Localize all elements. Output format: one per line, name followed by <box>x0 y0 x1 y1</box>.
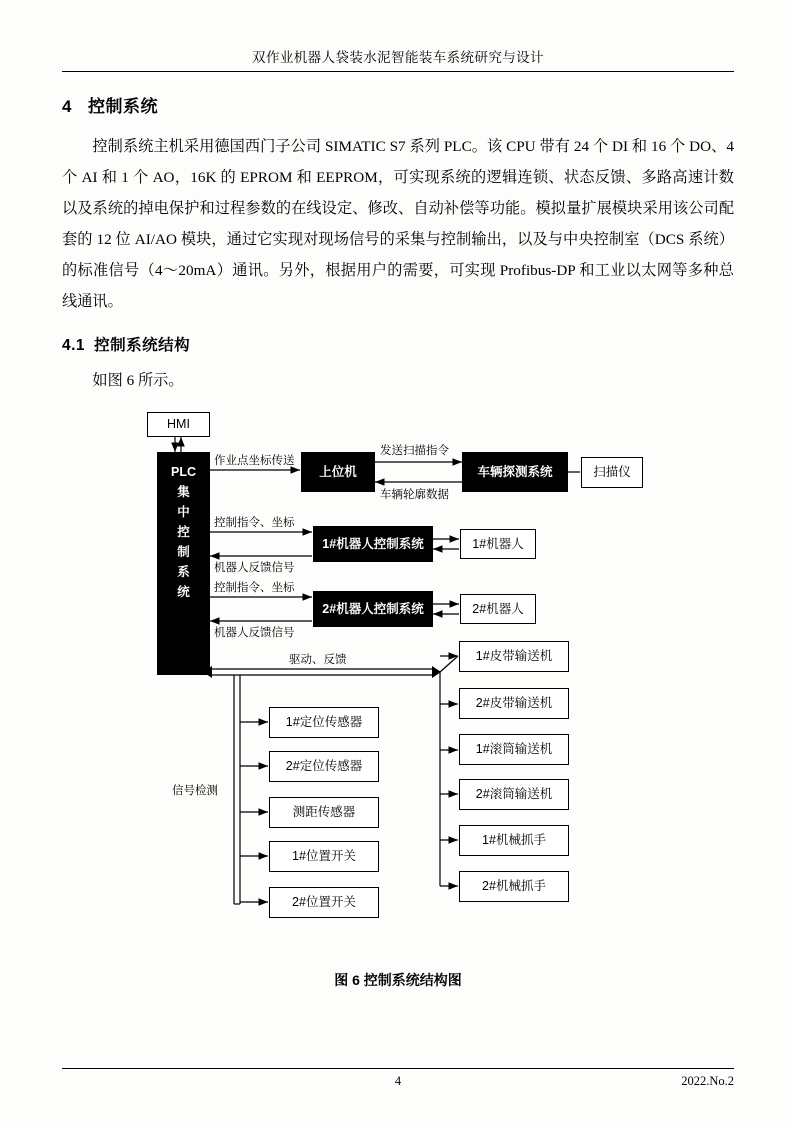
node-roller-conveyor-2 <box>459 779 569 810</box>
plc-line-1: 集 <box>177 485 190 499</box>
node-roller-conveyor-2-label: 2#滚筒输送机 <box>475 787 553 802</box>
edge-label-send-scan-command: 发送扫描指令 <box>380 445 449 457</box>
node-hmi-label: HMI <box>167 417 190 432</box>
edge-label-work-point: 作业点坐标传送 <box>214 455 295 467</box>
node-gripper-1 <box>459 825 569 856</box>
node-belt-conveyor-2-label: 2#皮带输送机 <box>475 696 553 711</box>
node-distance-sensor-label: 测距传感器 <box>292 805 356 820</box>
section-paragraph: 控制系统主机采用德国西门子公司 SIMATIC S7 系列 PLC。该 CPU 带有 24 个 DI 和 16 个 DO、4 个 AI 和 1 个 AO，16K 的 EPROM 和 EEPROM，可实现系统的逻辑连锁、状态反馈、多路高速计数以及系统的掉电保护和过程参数的在线设定、修改、自动补偿等功能。模拟量扩展模块采用该公司配套的 12 位 AI/AO 模块，通过它实现对现场信号的采集与控制输出，以及与中央控制室（DCS 系统）的标准信号（4～20mA）通讯。另外，根据用户的需要，可实现 Profibus-DP 和工业以太网等多种总线通讯。 <box>62 138 734 310</box>
node-roller-conveyor-1-label: 1#滚筒输送机 <box>475 742 553 757</box>
subsection-paragraph: 如图 6 所示。 <box>92 372 184 389</box>
running-header: 双作业机器人袋装水泥智能装车系统研究与设计 <box>252 50 544 65</box>
subsection-heading <box>62 333 734 355</box>
node-host-computer-label: 上位机 <box>319 464 357 479</box>
edge-label-control-command-coordinates-1: 控制指令、坐标 <box>214 517 295 529</box>
edge-label-robot-feedback-2: 机器人反馈信号 <box>214 627 295 639</box>
node-robot-1 <box>460 529 536 559</box>
node-robot-control-2-label: 2#机器人控制系统 <box>322 601 424 616</box>
footer-page-number: 4 <box>394 1074 402 1088</box>
node-scanner-label: 扫描仪 <box>593 465 631 480</box>
edge-label-control-command-coordinates-2: 控制指令、坐标 <box>214 582 295 594</box>
node-belt-conveyor-1-label: 1#皮带输送机 <box>475 649 553 664</box>
edge-label-robot-feedback-1: 机器人反馈信号 <box>214 562 295 574</box>
node-vehicle-detection-label: 车辆探测系统 <box>477 464 553 479</box>
node-limit-switch-2-label: 2#位置开关 <box>292 895 356 910</box>
node-gripper-2 <box>459 871 569 902</box>
node-belt-conveyor-1 <box>459 641 569 672</box>
node-vehicle-detection-system <box>462 452 568 492</box>
node-belt-conveyor-2 <box>459 688 569 719</box>
node-robot-control-2 <box>313 591 433 627</box>
plc-line-3: 控 <box>177 525 190 539</box>
node-position-sensor-1 <box>269 707 379 738</box>
node-limit-switch-2 <box>269 887 379 918</box>
node-position-sensor-1-label: 1#定位传感器 <box>285 715 363 730</box>
node-roller-conveyor-1 <box>459 734 569 765</box>
node-plc-central-control <box>157 452 210 675</box>
section-number: 4 <box>62 97 72 116</box>
plc-line-5: 系 <box>177 565 190 579</box>
node-robot-2-label: 2#机器人 <box>472 601 524 616</box>
subsection-number: 4.1 <box>62 337 86 354</box>
plc-line-0: PLC <box>171 465 196 479</box>
header-divider <box>62 71 734 72</box>
node-scanner <box>581 457 643 488</box>
page-content <box>62 46 734 1076</box>
edge-label-drive-feedback: 驱动、反馈 <box>289 654 347 666</box>
figure-caption: 图 6 控制系统结构图 <box>334 972 462 988</box>
node-hmi <box>147 412 210 437</box>
node-robot-control-1 <box>313 526 433 562</box>
node-gripper-2-label: 2#机械抓手 <box>482 879 546 894</box>
edge-label-vehicle-outline-data: 车辆轮廓数据 <box>380 489 449 501</box>
subsection-title: 控制系统结构 <box>94 337 191 354</box>
footer-issue: 2022.No.2 <box>681 1074 734 1088</box>
node-position-sensor-2-label: 2#定位传感器 <box>285 759 363 774</box>
node-robot-1-label: 1#机器人 <box>472 536 524 551</box>
node-limit-switch-1-label: 1#位置开关 <box>292 849 356 864</box>
node-gripper-1-label: 1#机械抓手 <box>482 833 546 848</box>
node-position-sensor-2 <box>269 751 379 782</box>
figure-control-system-structure <box>62 404 734 964</box>
footer-divider <box>62 1068 734 1069</box>
node-robot-2 <box>460 594 536 624</box>
node-host-computer <box>301 452 375 492</box>
node-robot-control-1-label: 1#机器人控制系统 <box>322 536 424 551</box>
plc-line-4: 制 <box>177 545 190 559</box>
node-limit-switch-1 <box>269 841 379 872</box>
edge-label-signal-detection: 信号检测 <box>172 785 218 797</box>
plc-line-6: 统 <box>177 585 190 599</box>
node-distance-sensor <box>269 797 379 828</box>
section-title: 控制系统 <box>87 97 158 116</box>
section-heading <box>62 92 734 117</box>
plc-line-2: 中 <box>177 505 190 519</box>
